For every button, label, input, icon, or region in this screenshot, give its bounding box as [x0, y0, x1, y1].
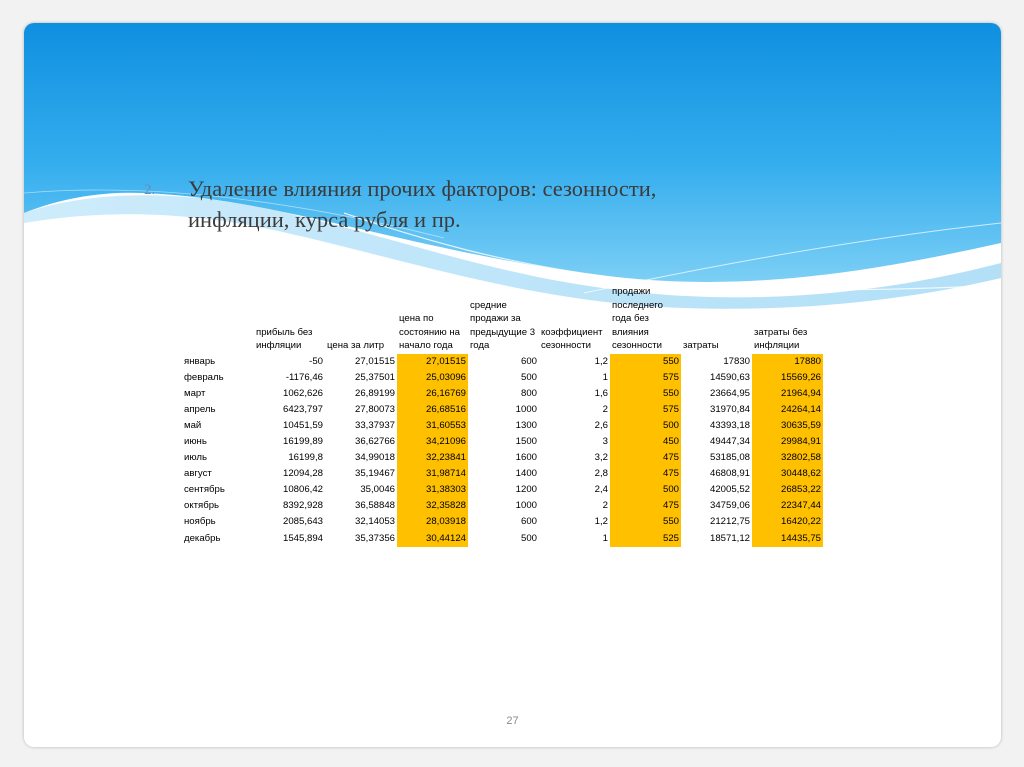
cell-costs-no-inflation: 17880 [752, 354, 823, 370]
table-row [182, 434, 823, 450]
cell-profit: 6423,797 [282, 403, 323, 415]
header-price-start-year: цена по состоянию на начало года [399, 313, 461, 351]
cell-price-start: 26,16769 [397, 386, 468, 402]
table-header-row [182, 285, 823, 354]
cell-sales-no-season: 500 [610, 482, 681, 498]
cell-coef: 1,2 [594, 516, 608, 528]
cell-costs: 14590,63 [709, 371, 750, 383]
cell-price: 36,58848 [354, 500, 395, 512]
header-month [182, 285, 254, 354]
cell-month: октябрь [184, 500, 220, 512]
cell-costs: 46808,91 [709, 468, 750, 480]
cell-sales-no-season: 550 [610, 386, 681, 402]
cell-price: 32,14053 [354, 516, 395, 528]
slide-title [144, 173, 784, 235]
cell-costs-no-inflation: 22347,44 [752, 498, 823, 514]
data-table [182, 285, 823, 547]
cell-month: апрель [184, 403, 216, 415]
cell-costs: 53185,08 [709, 452, 750, 464]
cell-costs-no-inflation: 30635,59 [752, 418, 823, 434]
cell-profit: 10806,42 [282, 484, 323, 496]
cell-coef: 1 [602, 532, 608, 544]
cell-costs-no-inflation: 16420,22 [752, 514, 823, 530]
cell-profit: 16199,89 [282, 436, 323, 448]
cell-costs-no-inflation: 30448,62 [752, 466, 823, 482]
cell-coef: 3,2 [594, 452, 608, 464]
table-row [182, 418, 823, 434]
cell-sales-no-season: 575 [610, 402, 681, 418]
cell-sales-no-season: 550 [610, 354, 681, 370]
cell-price: 35,0046 [360, 484, 395, 496]
page-number: 27 [506, 715, 519, 727]
cell-profit: 2085,643 [282, 516, 323, 528]
cell-price: 25,37501 [354, 371, 395, 383]
table-row [182, 531, 823, 547]
cell-coef: 3 [602, 436, 608, 448]
cell-price-start: 32,23841 [397, 450, 468, 466]
table-row [182, 514, 823, 530]
cell-price: 35,19467 [354, 468, 395, 480]
cell-costs-no-inflation: 21964,94 [752, 386, 823, 402]
cell-price-start: 32,35828 [397, 498, 468, 514]
cell-avg-sales: 1600 [515, 452, 537, 464]
cell-price-start: 27,01515 [397, 354, 468, 370]
cell-sales-no-season: 475 [610, 466, 681, 482]
cell-coef: 1 [602, 371, 608, 383]
cell-price-start: 31,60553 [397, 418, 468, 434]
cell-profit: 16199,8 [288, 452, 323, 464]
cell-profit: 8392,928 [282, 500, 323, 512]
cell-avg-sales: 600 [520, 516, 537, 528]
cell-avg-sales: 600 [520, 355, 537, 367]
cell-price: 36,62766 [354, 436, 395, 448]
cell-avg-sales: 1300 [515, 419, 537, 431]
table-row [182, 466, 823, 482]
list-number: 2. [144, 182, 156, 198]
cell-coef: 1,2 [594, 355, 608, 367]
cell-costs-no-inflation: 26853,22 [752, 482, 823, 498]
slide [24, 23, 1001, 747]
cell-sales-no-season: 525 [610, 531, 681, 547]
table-row [182, 370, 823, 386]
cell-avg-sales: 1200 [515, 484, 537, 496]
cell-coef: 2 [602, 403, 608, 415]
cell-costs-no-inflation: 24264,14 [752, 402, 823, 418]
title-line-1: Удаление влияния прочих факторов: сезонности, [188, 176, 657, 201]
cell-avg-sales: 500 [520, 532, 537, 544]
cell-price: 27,80073 [354, 403, 395, 415]
cell-sales-no-season: 475 [610, 450, 681, 466]
cell-avg-sales: 500 [520, 371, 537, 383]
cell-month: декабрь [184, 532, 221, 544]
cell-price: 26,89199 [354, 387, 395, 399]
cell-price-start: 34,21096 [397, 434, 468, 450]
cell-profit: -50 [309, 355, 323, 367]
cell-price-start: 28,03918 [397, 514, 468, 530]
cell-costs: 31970,84 [709, 403, 750, 415]
cell-avg-sales: 1400 [515, 468, 537, 480]
cell-month: ноябрь [184, 516, 216, 528]
cell-profit: 1062,626 [282, 387, 323, 399]
cell-costs: 34759,06 [709, 500, 750, 512]
cell-costs-no-inflation: 15569,26 [752, 370, 823, 386]
cell-month: февраль [184, 371, 224, 383]
table-row [182, 450, 823, 466]
cell-sales-no-season: 575 [610, 370, 681, 386]
cell-costs: 49447,34 [709, 436, 750, 448]
cell-profit: 10451,59 [282, 419, 323, 431]
cell-sales-no-season: 475 [610, 498, 681, 514]
cell-avg-sales: 1500 [515, 436, 537, 448]
cell-avg-sales: 800 [520, 387, 537, 399]
header-avg-sales: средние продажи за предыдущие 3 года [470, 299, 536, 351]
cell-coef: 2,4 [594, 484, 608, 496]
header-sales-no-season: продажи последнего года без влияния сезонности [612, 286, 663, 351]
header-costs-no-inflation: затраты без инфляции [754, 326, 808, 351]
header-costs: затраты [683, 340, 719, 351]
cell-avg-sales: 1000 [515, 403, 537, 415]
cell-coef: 1,6 [594, 387, 608, 399]
table-row [182, 498, 823, 514]
cell-costs: 43393,18 [709, 419, 750, 431]
table-row [182, 386, 823, 402]
cell-profit: -1176,46 [285, 371, 323, 383]
cell-costs: 18571,12 [709, 532, 750, 544]
header-price-per-liter: цена за литр [327, 340, 385, 351]
cell-sales-no-season: 450 [610, 434, 681, 450]
cell-month: май [184, 419, 202, 431]
cell-month: март [184, 387, 206, 399]
cell-costs: 21212,75 [709, 516, 750, 528]
cell-coef: 2,8 [594, 468, 608, 480]
cell-costs: 42005,52 [709, 484, 750, 496]
cell-price-start: 25,03096 [397, 370, 468, 386]
cell-month: январь [184, 355, 216, 367]
header-profit: прибыль без инфляции [256, 326, 313, 351]
cell-price: 27,01515 [354, 355, 395, 367]
cell-price-start: 26,68516 [397, 402, 468, 418]
cell-price: 34,99018 [354, 452, 395, 464]
cell-price: 33,37937 [354, 419, 395, 431]
cell-month: август [184, 468, 212, 480]
cell-costs: 23664,95 [709, 387, 750, 399]
cell-coef: 2,6 [594, 419, 608, 431]
title-line-2: инфляции, курса рубля и пр. [188, 207, 461, 232]
cell-price-start: 31,38303 [397, 482, 468, 498]
cell-costs-no-inflation: 14435,75 [752, 531, 823, 547]
table-row [182, 354, 823, 370]
cell-costs: 17830 [723, 355, 750, 367]
cell-profit: 12094,28 [282, 468, 323, 480]
cell-month: июль [184, 452, 207, 464]
cell-month: сентябрь [184, 484, 225, 496]
cell-profit: 1545,894 [282, 532, 323, 544]
cell-costs-no-inflation: 29984,91 [752, 434, 823, 450]
cell-price-start: 30,44124 [397, 531, 468, 547]
cell-avg-sales: 1000 [515, 500, 537, 512]
header-season-coef: коэффициент сезонности [541, 326, 603, 351]
cell-price-start: 31,98714 [397, 466, 468, 482]
cell-price: 35,37356 [354, 532, 395, 544]
table-row [182, 482, 823, 498]
table-row [182, 402, 823, 418]
cell-sales-no-season: 550 [610, 514, 681, 530]
cell-month: июнь [184, 436, 207, 448]
cell-costs-no-inflation: 32802,58 [752, 450, 823, 466]
cell-sales-no-season: 500 [610, 418, 681, 434]
cell-coef: 2 [602, 500, 608, 512]
